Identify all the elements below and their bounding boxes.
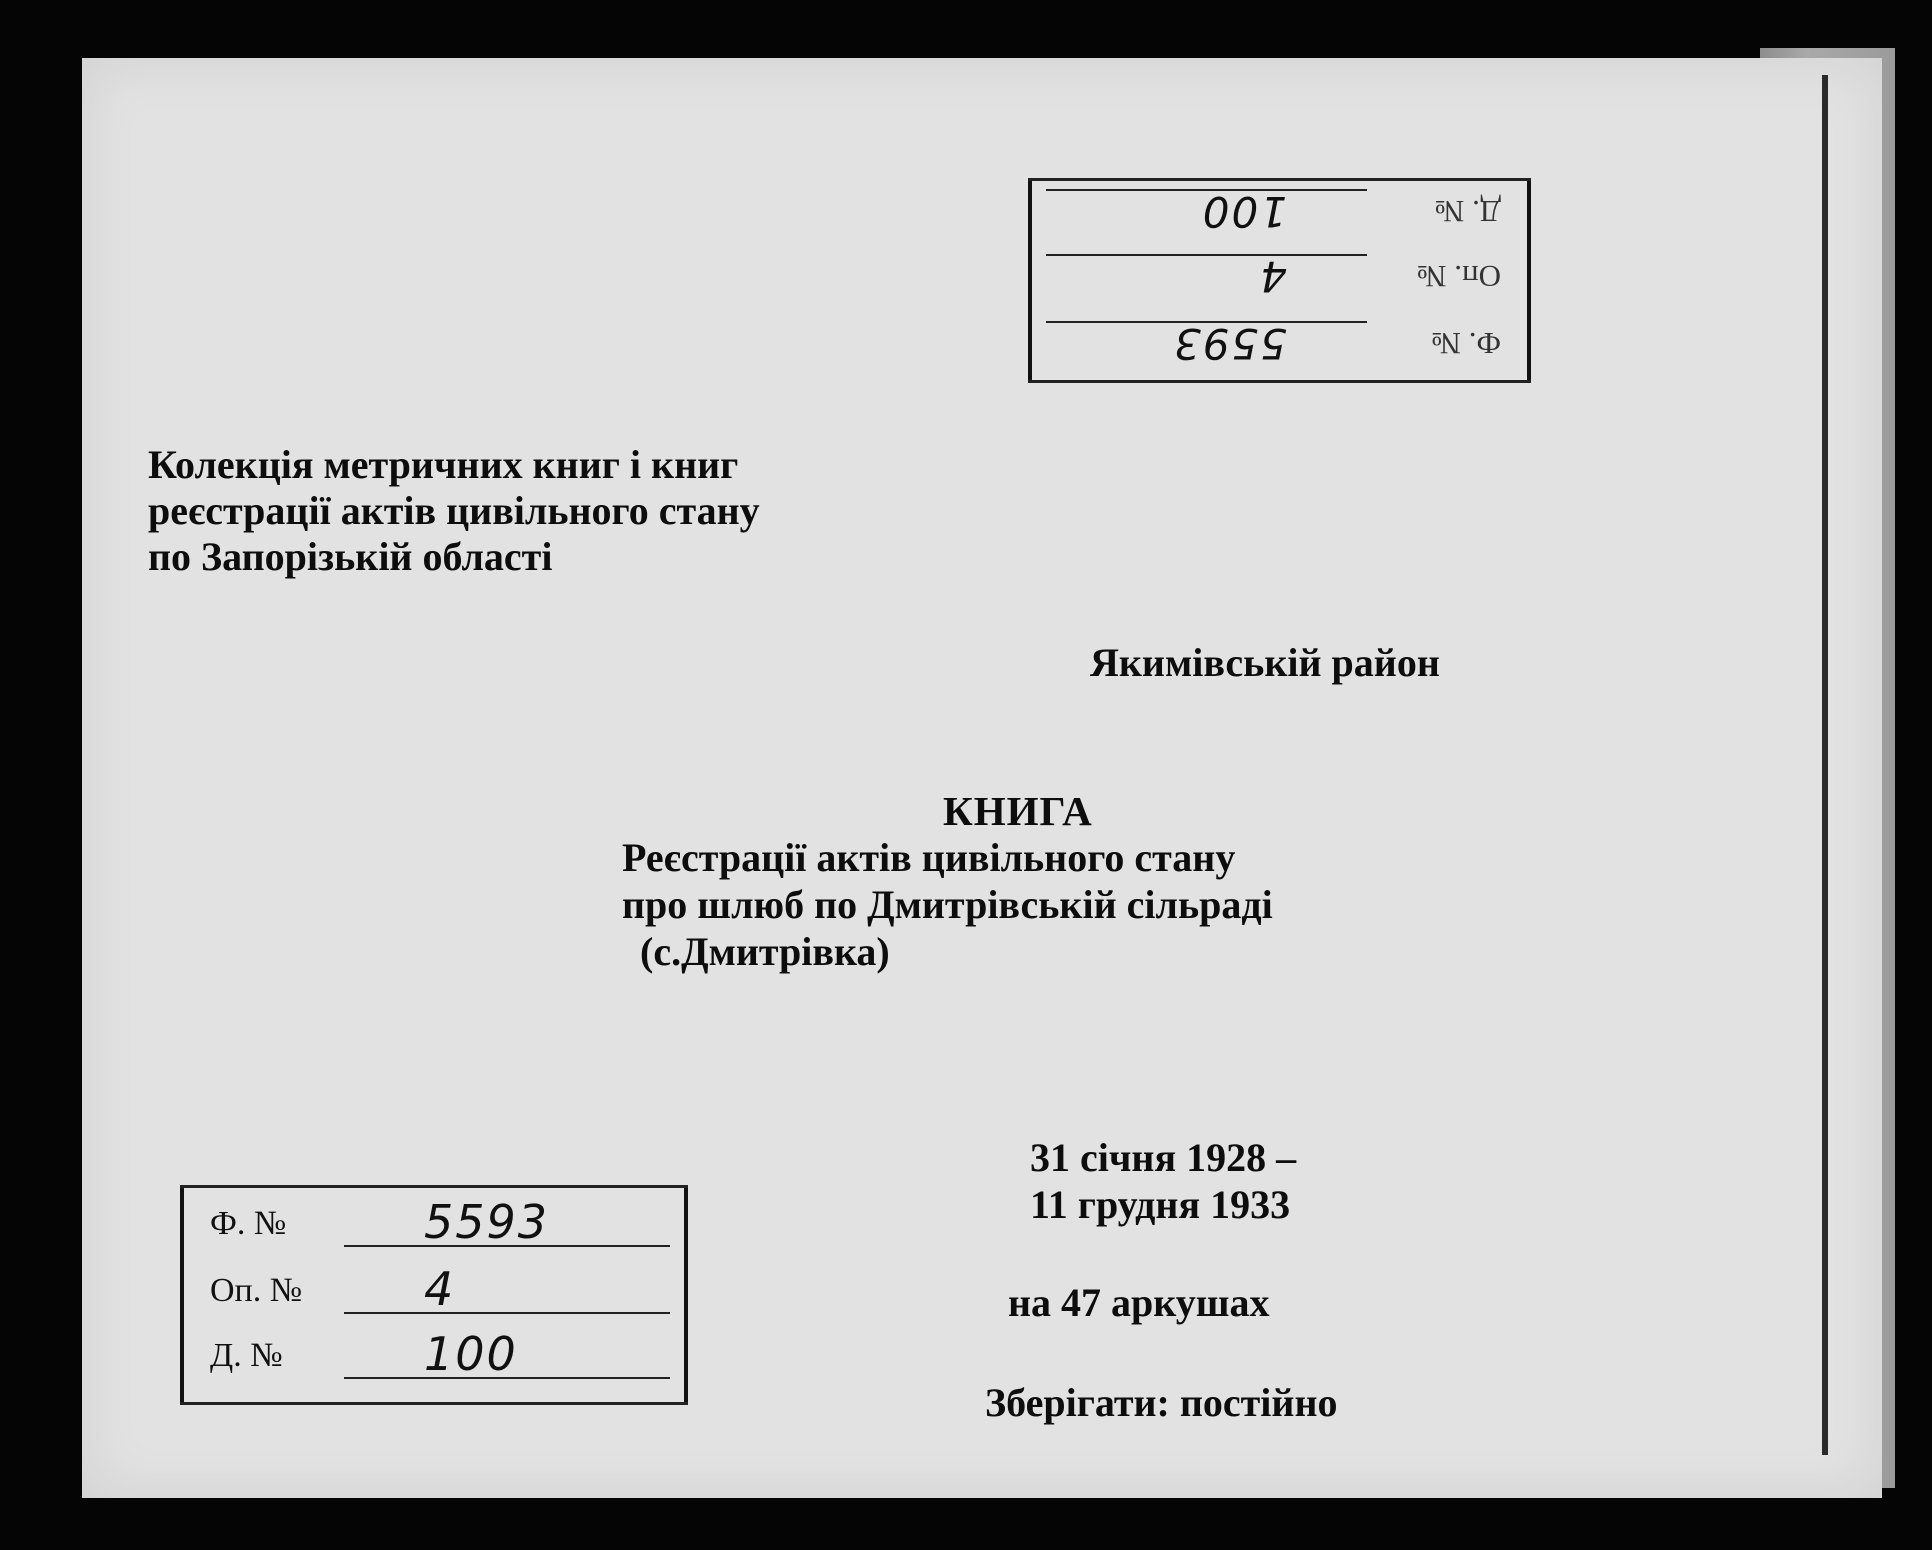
stamp-opys-label: Оп. №: [1416, 259, 1501, 294]
district-name: Якимівській район: [1090, 640, 1440, 685]
page-edge: [1822, 75, 1828, 1455]
stamp-fond-value: 5593: [1172, 319, 1287, 368]
stamp-opys-value: 4: [424, 1262, 456, 1316]
date-range: [1030, 1135, 1296, 1229]
book-desc-line-3: (с.Дмитрівка): [640, 929, 890, 974]
stamp-fond-label: Ф. №: [1431, 326, 1501, 361]
stamp-sprava-value: 100: [424, 1327, 518, 1381]
stamp-opys-line: [1046, 254, 1367, 256]
stamp-row-fond: [1032, 315, 1527, 375]
book-desc-line-1: Реєстрації актів цивільного стану: [622, 835, 1236, 880]
stamp-row-fond: [184, 1193, 684, 1253]
archive-stamp: [180, 1185, 688, 1405]
retention-note: Зберігати: постійно: [985, 1380, 1338, 1425]
stamp-row-sprava: [1032, 183, 1527, 243]
collection-line-2: реєстрації актів цивільного стану: [148, 488, 760, 533]
collection-line-3: по Запорізькій області: [148, 534, 553, 579]
stamp-row-opys: [1032, 248, 1527, 308]
date-end: 11 грудня 1933: [1030, 1182, 1291, 1227]
collection-heading: [148, 442, 760, 580]
date-start: 31 січня 1928 –: [1030, 1135, 1297, 1180]
stamp-sprava-value: 100: [1200, 187, 1287, 236]
book-desc-line-2: про шлюб по Дмитрівській сільраді: [622, 882, 1273, 927]
sheet-count: на 47 аркушах: [1008, 1280, 1270, 1325]
stamp-sprava-label: Д. №: [1434, 194, 1501, 229]
book-description: [622, 835, 1273, 976]
stamp-row-opys: [184, 1260, 684, 1320]
stamp-opys-value: 4: [1258, 252, 1287, 301]
stamp-sprava-label: Д. №: [210, 1337, 283, 1374]
stamp-opys-line: [344, 1312, 670, 1314]
stamp-opys-label: Оп. №: [210, 1272, 303, 1309]
archive-stamp-inverted: [1028, 178, 1531, 383]
stamp-fond-label: Ф. №: [210, 1205, 287, 1242]
book-title: КНИГА: [943, 788, 1093, 834]
collection-line-1: Колекція метричних книг і книг: [148, 442, 739, 487]
stamp-row-sprava: [184, 1325, 684, 1385]
stamp-fond-value: 5593: [424, 1195, 550, 1249]
